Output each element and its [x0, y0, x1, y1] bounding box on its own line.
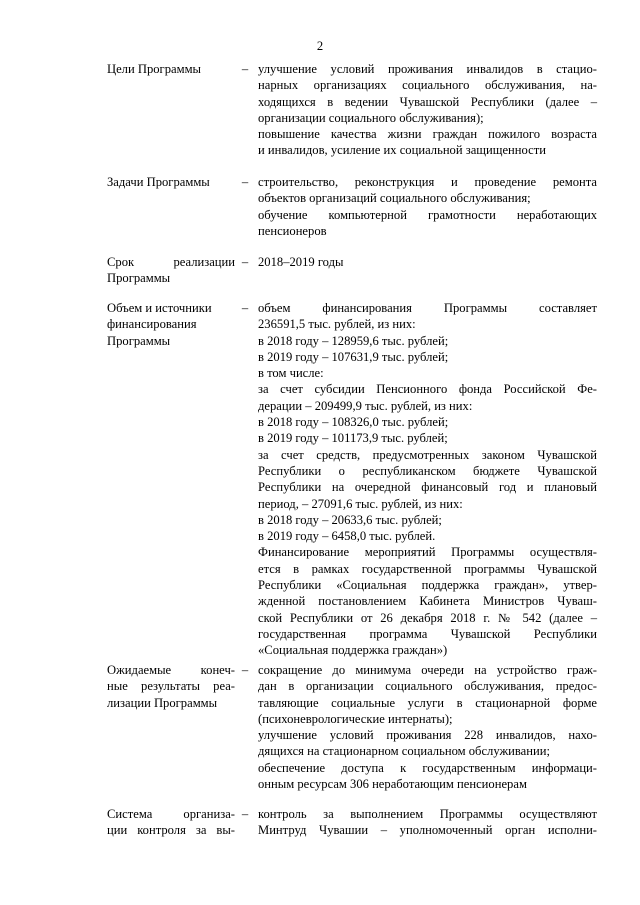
content-line: повышение качества жизни граждан пожилого возраста — [258, 127, 597, 142]
content-line: государственная программа Чувашской Республики — [258, 626, 597, 641]
content-line: период, – 27091,6 тыс. рублей, из них: — [258, 496, 463, 511]
label-line: Программы — [107, 333, 171, 348]
content-line: дящихся на стационарном социальном обслуживании; — [258, 744, 550, 759]
section-label — [107, 61, 235, 77]
label-line: лизации Программы — [107, 695, 218, 710]
label-line: Задачи Программы — [107, 175, 210, 189]
content-line: ходящихся в ведении Чувашской Республики (далее – — [258, 94, 597, 109]
label-line: Цели Программы — [107, 62, 201, 76]
content-line: Минтруд Чувашии – уполномоченный орган исполни- — [258, 823, 597, 838]
content-line: (психоневрологические интернаты); — [258, 711, 453, 726]
dash-separator: – — [241, 62, 249, 76]
content-line: Республики о республиканском бюджете Чувашской — [258, 463, 597, 478]
label-line: Система организа- — [107, 807, 235, 821]
content-line: Финансирование мероприятий Программы осуществля- — [258, 545, 597, 560]
content-line: строительство, реконструкция и проведение ремонта — [258, 175, 597, 189]
dash-separator: – — [241, 807, 249, 821]
content-line: дан в организации социального обслуживания, предос- — [258, 679, 597, 694]
content-line: сокращение до минимума очереди на устройство граж- — [258, 663, 597, 677]
content-line: за счет средств, предусмотренных законом Чувашской — [258, 447, 597, 462]
content-line: в том числе: — [258, 366, 324, 381]
content-line: в 2019 году – 6458,0 тыс. рублей. — [258, 529, 436, 544]
content-line: онным ресурсам 306 неработающим пенсионерам — [258, 777, 527, 792]
content-line: тавляющие социальные услуги в стационарной форме — [258, 695, 597, 710]
content-line: в 2019 году – 101173,9 тыс. рублей; — [258, 431, 448, 446]
content-line: в 2018 году – 108326,0 тыс. рублей; — [258, 415, 449, 430]
label-line: Срок реализации — [107, 255, 235, 269]
label-line: ные результаты реа- — [107, 679, 235, 694]
dash-separator: – — [241, 301, 249, 315]
content-line: объем финансирования Программы составляет — [258, 301, 597, 315]
content-line: улучшение условий проживания инвалидов в стацио- — [258, 62, 597, 76]
page-number: 2 — [316, 39, 324, 53]
content-line: жденной постановлением Кабинета Министров Чуваш- — [258, 594, 597, 609]
content-line: пенсионеров — [258, 223, 327, 238]
dash-separator: – — [241, 255, 249, 269]
content-line: ской Республики от 26 декабря 2018 г. № 542 (далее – — [258, 610, 597, 625]
label-line: Ожидаемые конеч- — [107, 663, 235, 677]
section-content — [258, 806, 597, 839]
content-line: нарных организациях социального обслуживания, на- — [258, 78, 597, 93]
label-line: Программы — [107, 271, 171, 286]
content-line: в 2018 году – 20633,6 тыс. рублей; — [258, 512, 442, 527]
content-line: организации социального обслуживания); — [258, 110, 484, 125]
content-line: ется в рамках государственной программы Чувашской — [258, 561, 597, 576]
content-line: в 2018 году – 128959,6 тыс. рублей; — [258, 333, 449, 348]
content-line: 236591,5 тыс. рублей, из них: — [258, 317, 416, 332]
dash-separator: – — [241, 663, 249, 677]
section-label — [107, 662, 235, 711]
label-line: ции контроля за вы- — [107, 823, 235, 838]
content-line: обеспечение доступа к государственным информаци- — [258, 760, 597, 775]
section-label — [107, 806, 235, 839]
content-line: улучшение условий проживания 228 инвалидов, нахо- — [258, 728, 597, 743]
section-label — [107, 174, 235, 190]
content-line: и инвалидов, усиление их социальной защищенности — [258, 143, 546, 158]
section-content — [258, 254, 597, 270]
content-line: Республики на очередной финансовый год и плановый — [258, 480, 597, 495]
content-line: дерации – 209499,9 тыс. рублей, из них: — [258, 398, 473, 413]
section-label — [107, 254, 235, 287]
content-line: «Социальная поддержка граждан») — [258, 643, 448, 658]
content-line: обучение компьютерной грамотности неработающих — [258, 207, 597, 222]
section-content — [258, 662, 597, 792]
section-content — [258, 300, 597, 659]
section-label — [107, 300, 235, 349]
section-content — [258, 61, 597, 159]
content-line: Республики «Социальная поддержка граждан», утвер- — [258, 578, 597, 593]
content-line: объектов организаций социального обслуживания; — [258, 191, 531, 206]
label-line: Объем и источники — [107, 301, 212, 315]
content-line: в 2019 году – 107631,9 тыс. рублей; — [258, 349, 449, 364]
content-line: 2018–2019 годы — [258, 255, 344, 269]
label-line: финансирования — [107, 317, 197, 332]
content-line: контроль за выполнением Программы осуществляют — [258, 807, 597, 821]
section-content — [258, 174, 597, 239]
content-line: за счет субсидии Пенсионного фонда Российской Фе- — [258, 382, 597, 397]
dash-separator: – — [241, 175, 249, 189]
